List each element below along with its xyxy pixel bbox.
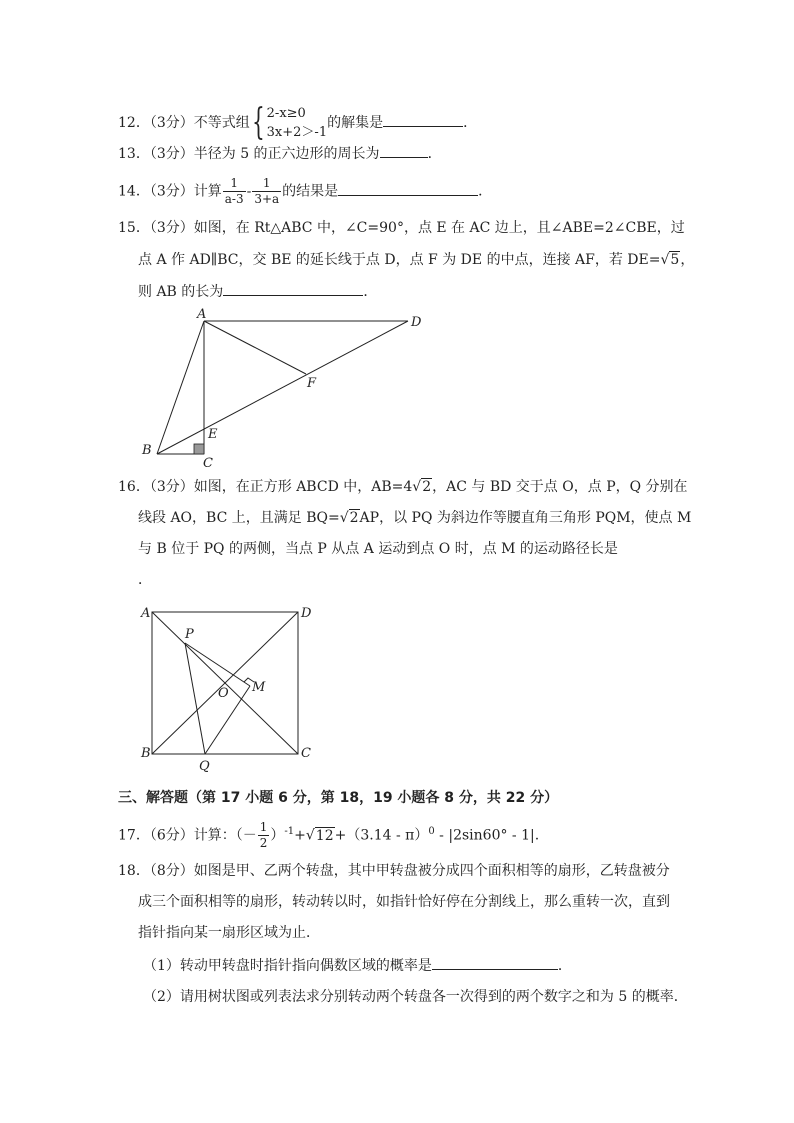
answer-blank [432,955,558,970]
inequality-system: 2-x≥0 3x+2＞-1 [266,106,328,140]
segment-pm [185,643,250,686]
segment-bd [157,321,408,454]
label-b: B [142,443,152,458]
label-c: C [203,456,213,470]
question-15-line-2: 点 A 作 AD∥BC，交 BE 的延长线于点 D，点 F 为 DE 的中点，连接 AF，若 DE=√5， [138,252,695,268]
fraction: $\frac{1}{2}$ [259,820,268,850]
label-p: P [185,627,194,642]
label-d: D [411,315,422,330]
brace: { [251,102,265,143]
right-angle-mark [194,444,204,454]
question-16-line-4: ． [138,572,152,588]
label-a: A [197,307,207,322]
figure-16 [138,600,318,775]
question-13: 13．（3分）半径为 5 的正六边形的周长为 ． [118,143,442,165]
fraction: $\frac{1}{a-3}$ [224,176,244,206]
segment-pq [185,643,205,754]
question-15-line-3: 则 AB 的长为 ． [138,281,377,303]
label-o: O [218,686,229,701]
label-c: C [301,746,311,761]
label-d: D [301,606,312,621]
question-16-line-3: 与 B 位于 PQ 的两侧，当点 P 从点 A 运动到点 O 时，点 M 的运动路径长是 [138,541,618,557]
question-16-line-2: 线段 AO，BC 上，且满足 BQ=√2AP，以 PQ 为斜边作等腰直角三角形 PQM，使点 M [138,510,692,526]
question-number: 12． [118,115,150,131]
question-18-part-2: （2）请用树状图或列表法求分别转动两个转盘各一次得到的两个数字之和为 5 的概率． [143,989,688,1005]
question-15-line-1: 15．（3分）如图，在 Rt△ABC 中，∠C=90°，点 E 在 AC 边上，且∠ABE=2∠CBE，过 [118,220,685,236]
question-18-part-1: （1）转动甲转盘时指针指向偶数区域的概率是 ． [143,955,572,977]
question-18-line-1: 18．（8分）如图是甲、乙两个转盘，其中甲转盘被分成四个面积相等的扇形，乙转盘被分 [118,863,670,879]
answer-blank [380,143,428,158]
label-q: Q [199,759,210,774]
label-f: F [307,376,317,391]
answer-blank [383,112,463,127]
question-14: 14．（3分）计算 $\frac{1}{a-3}$ - $\frac{1}{3+a}$ 的结果是 ． [118,176,493,206]
segment-ab [157,321,204,454]
question-18-line-3: 指针指向某一扇形区域为止． [138,925,320,941]
label-b: B [141,746,151,761]
answer-blank [223,281,363,296]
figure-15 [135,305,435,470]
label-a: A [141,606,151,621]
fraction: $\frac{1}{3+a}$ [254,176,280,206]
label-m: M [252,680,266,695]
question-17: 17．（6分）计算：（－ $\frac{1}{2}$ ）$^{-1}$+√12+（3.14 - π）$^0$ - |2sin60° - 1|. [118,820,540,850]
label-e: E [208,427,218,442]
question-12: 12．（3分）不等式组{ 2-x≥0 3x+2＞-1 的解集是 ． [118,102,478,143]
answer-blank [338,181,478,196]
question-16-line-1: 16．（3分）如图，在正方形 ABCD 中，AB=4√2，AC 与 BD 交于点 O，点 P，Q 分别在 [118,479,688,495]
question-score: （3分） [149,115,194,131]
segment-af [204,321,306,374]
question-18-line-2: 成三个面积相等的扇形，转动转以时，如指针恰好停在分割线上，那么重转一次，直到 [138,894,670,910]
section-heading: 三、解答题（第 17 小题 6 分，第 18，19 小题各 8 分，共 22 分） [118,790,559,806]
